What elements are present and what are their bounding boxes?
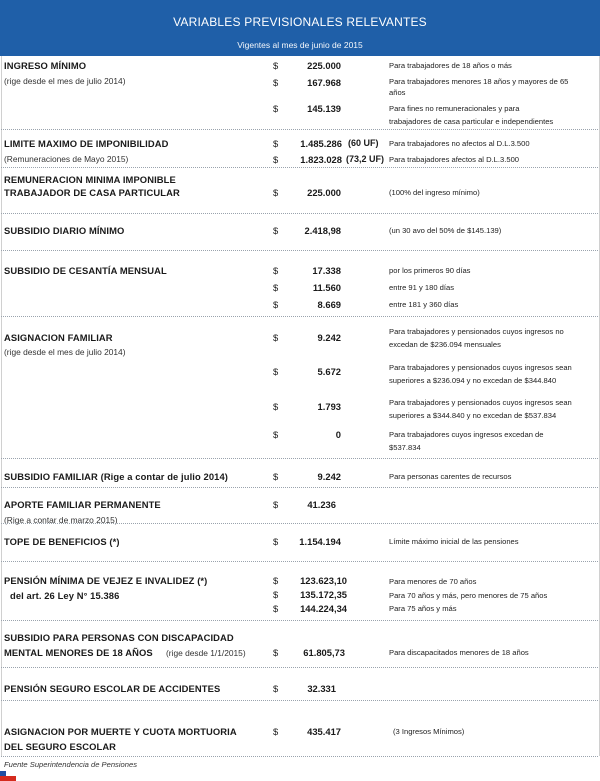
row-note: Para trabajadores menores 18 años y mayores de 65 [389,77,569,86]
row-divider [1,316,598,317]
row-divider [1,129,598,130]
amount-value: 1.823.028 [300,154,342,165]
flag-logo-icon [0,771,16,781]
row-note: Para trabajadores cuyos ingresos excedan de [389,430,544,439]
row-note: Para trabajadores y pensionados cuyos ingresos sean [389,363,572,372]
amount-value: 1.485.286 [300,138,342,149]
row-note: Para fines no remuneracionales y para [389,104,520,113]
currency-sign: $ [273,575,279,586]
page-title: VARIABLES PREVISIONALES RELEVANTES [173,15,427,29]
currency-sign: $ [273,471,279,482]
row-note: Para discapacitados menores de 18 años [389,648,529,657]
row-label: SUBSIDIO DIARIO MÍNIMO [4,225,125,236]
row-divider [1,250,598,251]
amount-value: 0 [335,429,341,440]
currency-sign: $ [273,647,279,658]
currency-sign: $ [273,299,279,310]
header-banner [0,0,600,56]
amount-value: 145.139 [307,103,341,114]
currency-sign: $ [273,138,279,149]
row-sublabel: (rige desde 1/1/2015) [166,648,246,658]
currency-sign: $ [273,332,279,343]
row-note: trabajadores de casa particular e independientes [389,117,554,126]
currency-sign: $ [273,225,279,236]
currency-sign: $ [273,429,279,440]
uf-value: (73,2 UF) [346,154,385,164]
row-label: TRABAJADOR DE CASA PARTICULAR [4,187,180,198]
row-label: MENTAL MENORES DE 18 AÑOS [4,647,153,658]
amount-value: 167.968 [307,77,341,88]
uf-value: (60 UF) [348,138,379,148]
amount-value: 9.242 [317,471,341,482]
row-note: superiores a $344.840 y no excedan de $537.834 [389,411,557,420]
currency-sign: $ [273,683,279,694]
row-note: Para trabajadores y pensionados cuyos ingresos no [389,327,564,336]
row-divider [1,458,598,459]
currency-sign: $ [273,77,279,88]
amount-value: 9.242 [317,332,341,343]
amount-value: 135.172,35 [300,589,347,600]
row-label: PENSIÓN SEGURO ESCOLAR DE ACCIDENTES [4,683,221,694]
currency-sign: $ [273,366,279,377]
row-label: del art. 26 Ley N° 15.386 [10,590,120,601]
row-note: por los primeros 90 días [389,266,471,275]
row-note: Límite máximo inicial de las pensiones [389,537,519,546]
row-divider [1,523,598,524]
amount-value: 32.331 [307,683,336,694]
row-label: ASIGNACION POR MUERTE Y CUOTA MORTUORIA [4,726,237,737]
row-label: REMUNERACION MINIMA IMPONIBLE [4,174,176,185]
currency-sign: $ [273,103,279,114]
currency-sign: $ [273,589,279,600]
row-note: Para menores de 70 años [389,577,477,586]
row-label: SUBSIDIO PARA PERSONAS CON DISCAPACIDAD [4,632,234,643]
row-label: ASIGNACION FAMILIAR [4,332,113,343]
currency-sign: $ [273,187,279,198]
amount-value: 8.669 [317,299,341,310]
currency-sign: $ [273,60,279,71]
row-note: Para 70 años y más, pero menores de 75 años [389,591,548,600]
row-divider [1,561,598,562]
row-label: SUBSIDIO FAMILIAR (Rige a contar de julio 2014) [4,471,229,482]
row-sublabel: (Remuneraciones de Mayo 2015) [4,154,129,164]
row-note: Para trabajadores y pensionados cuyos ingresos sean [389,398,572,407]
row-note: Para trabajadores no afectos al D.L.3.500 [389,139,530,148]
row-sublabel: (rige desde el mes de julio 2014) [4,347,126,357]
currency-sign: $ [273,265,279,276]
row-note: (3 Ingresos Mínimos) [393,727,465,736]
row-divider [1,700,598,701]
page-subtitle: Vigentes al mes de junio de 2015 [237,40,363,50]
source-note: Fuente Superintendencia de Pensiones [4,760,137,769]
amount-value: 1.154.194 [299,536,341,547]
row-label: SUBSIDIO DE CESANTÍA MENSUAL [4,265,167,276]
row-divider [1,756,598,757]
amount-value: 5.672 [317,366,341,377]
row-note: entre 181 y 360 días [389,300,459,309]
row-note: Para trabajadores afectos al D.L.3.500 [389,155,520,164]
currency-sign: $ [273,603,279,614]
amount-value: 2.418,98 [304,225,341,236]
row-sublabel: (rige desde el mes de julio 2014) [4,76,126,86]
row-note: Para 75 años y más [389,604,457,613]
row-note: $537.834 [389,443,421,452]
row-note: entre 91 y 180 días [389,283,455,292]
row-divider [1,213,598,214]
row-sublabel: (Rige a contar de marzo 2015) [4,515,118,525]
amount-value: 123.623,10 [300,575,347,586]
amount-value: 225.000 [307,60,341,71]
amount-value: 41.236 [307,499,336,510]
row-note: (un 30 avo del 50% de $145.139) [389,226,502,235]
currency-sign: $ [273,154,279,165]
currency-sign: $ [273,536,279,547]
amount-value: 225.000 [307,187,341,198]
row-label: APORTE FAMILIAR PERMANENTE [4,499,161,510]
currency-sign: $ [273,401,279,412]
amount-value: 435.417 [307,726,341,737]
row-divider [1,167,598,168]
row-label: DEL SEGURO ESCOLAR [4,741,117,752]
currency-sign: $ [273,499,279,510]
row-label: LIMITE MAXIMO DE IMPONIBILIDAD [4,138,169,149]
row-label: PENSIÓN MÍNIMA DE VEJEZ E INVALIDEZ (*) [4,575,208,586]
row-note: años [389,88,406,97]
row-note: superiores a $236.094 y no excedan de $344.840 [389,376,557,385]
currency-sign: $ [273,726,279,737]
row-note: Para personas carentes de recursos [389,472,512,481]
row-divider [1,487,598,488]
amount-value: 61.805,73 [303,647,345,658]
amount-value: 1.793 [317,401,341,412]
row-note: excedan de $236.094 mensuales [389,340,501,349]
row-divider [1,667,598,668]
amount-value: 11.560 [312,282,341,293]
row-label: TOPE DE BENEFICIOS (*) [4,536,120,547]
row-note: (100% del ingreso mínimo) [389,188,480,197]
currency-sign: $ [273,282,279,293]
amount-value: 17.338 [312,265,341,276]
row-note: Para trabajadores de 18 años o más [389,61,512,70]
row-divider [1,620,598,621]
amount-value: 144.224,34 [300,603,347,614]
row-label: INGRESO MÍNIMO [4,60,87,71]
